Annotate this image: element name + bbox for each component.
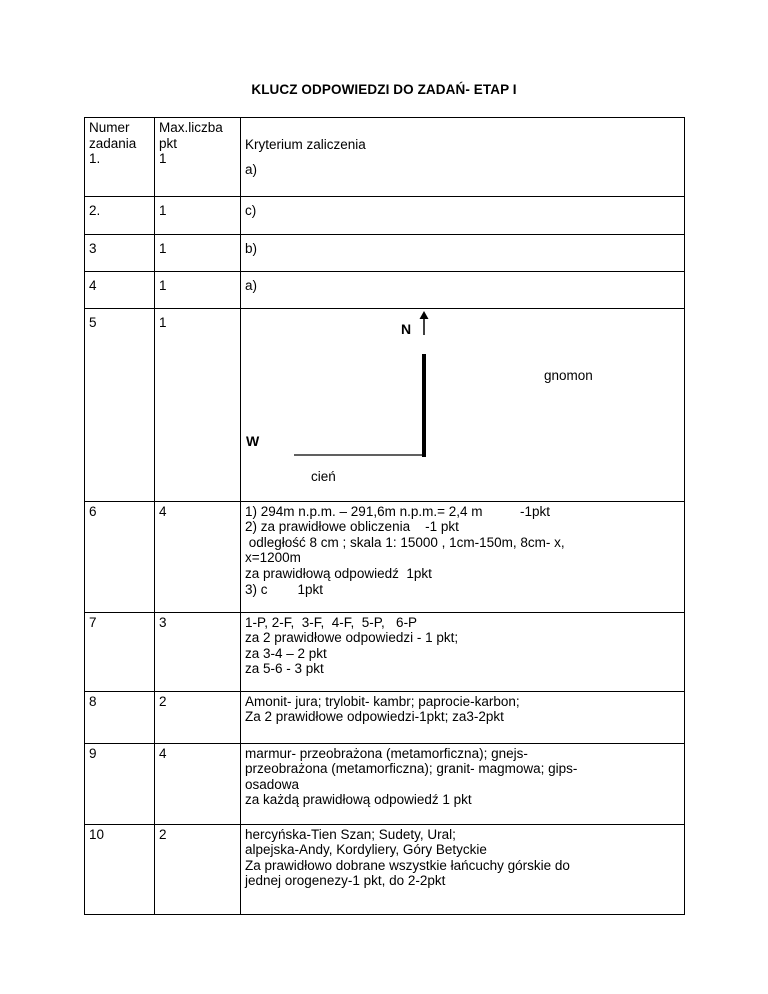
header-max-points-line: pkt [159, 135, 178, 151]
criterion-text [241, 612, 685, 691]
criterion-line: marmur- przeobrażona (metamorficzna); gnejs- [245, 745, 528, 761]
north-arrow-head [420, 311, 429, 319]
task-number: 1. [89, 151, 101, 167]
task-number: 8 [85, 691, 155, 743]
criterion-line: 1) 294m n.p.m. – 291,6m n.p.m.= 2,4 m -1pkt [245, 503, 551, 519]
max-points: 1 [155, 235, 241, 272]
criterion-line: przeobrażona (metamorficzna); granit- magmowa; gips- [245, 761, 578, 777]
task-number: 7 [85, 612, 155, 691]
criterion-title: Kryterium zaliczenia [245, 137, 366, 152]
task-number: 10 [85, 824, 155, 914]
header-max-points [155, 118, 241, 197]
table-row [85, 612, 685, 691]
gnomon-diagram-cell [241, 309, 685, 502]
criterion-line: 3) c 1pkt [245, 581, 324, 597]
table-row [85, 272, 685, 309]
max-points: 1 [155, 272, 241, 309]
task-number: 4 [85, 272, 155, 309]
criterion-text [241, 691, 685, 743]
criterion-line: za każdą prawidłową odpowiedź 1 pkt [245, 792, 472, 808]
gnomon-diagram [241, 309, 685, 497]
max-points: 1 [155, 197, 241, 235]
table-row [85, 197, 685, 235]
criterion-line: za 5-6 - 3 pkt [245, 661, 324, 677]
criterion-answer: a) [241, 272, 685, 309]
criterion-line: osadowa [245, 776, 300, 792]
max-points: 2 [155, 824, 241, 914]
task-number: 9 [85, 743, 155, 824]
task-number: 5 [85, 309, 155, 502]
answer-key-table [84, 117, 685, 915]
criterion-text [241, 501, 685, 612]
page-title: KLUCZ ODPOWIEDZI DO ZADAŃ- ETAP I [251, 82, 517, 97]
task-number: 2. [85, 197, 155, 235]
task-number: 3 [85, 235, 155, 272]
table-row [85, 501, 685, 612]
max-points: 3 [155, 612, 241, 691]
header-task-number-line: zadania [89, 135, 137, 151]
header-task-number [85, 118, 155, 197]
criterion-line: Za 2 prawidłowe odpowiedzi-1pkt; za3-2pkt [245, 709, 504, 725]
shadow-label: cień [311, 469, 336, 484]
criterion-line: za 2 prawidłowe odpowiedzi - 1 pkt; [245, 630, 459, 646]
criterion-line: alpejska-Andy, Kordyliery, Góry Betyckie [245, 842, 487, 858]
criterion-line: Amonit- jura; trylobit- kambr; paprocie-karbon; [245, 693, 520, 709]
max-points: 1 [159, 151, 167, 167]
criterion-line: x=1200m [245, 550, 301, 566]
gnomon-label: gnomon [544, 368, 593, 383]
table-row [85, 691, 685, 743]
criterion-answer: b) [241, 235, 685, 272]
max-points: 4 [155, 743, 241, 824]
table-row [85, 743, 685, 824]
max-points: 4 [155, 501, 241, 612]
task-number: 6 [85, 501, 155, 612]
west-label: W [246, 433, 260, 449]
criterion-text [241, 824, 685, 914]
criterion-answer: c) [241, 197, 685, 235]
criterion-line: Za prawidłowo dobrane wszystkie łańcuchy górskie do [245, 857, 570, 873]
criterion-line: za prawidłową odpowiedź 1pkt [245, 565, 432, 581]
criterion-text [241, 743, 685, 824]
header-max-points-line: Max.liczba [159, 120, 223, 135]
table-row [85, 235, 685, 272]
criterion-answer: a) [245, 161, 258, 177]
criterion-line: hercyńska-Tien Szan; Sudety, Ural; [245, 826, 456, 842]
max-points: 1 [155, 309, 241, 502]
header-criterion [241, 118, 685, 197]
max-points: 2 [155, 691, 241, 743]
criterion-line: jednej orogenezy-1 pkt, do 2-2pkt [245, 873, 446, 889]
criterion-line: za 3-4 – 2 pkt [245, 645, 327, 661]
criterion-line: odległość 8 cm ; skala 1: 15000 , 1cm-150m, 8cm- x, [245, 534, 565, 550]
header-task-number-line: Numer [89, 120, 130, 135]
north-label: N [401, 321, 412, 337]
table-row [85, 824, 685, 914]
table-row [85, 309, 685, 502]
criterion-line: 1-P, 2-F, 3-F, 4-F, 5-P, 6-P [245, 614, 418, 630]
criterion-line: 2) za prawidłowe obliczenia -1 pkt [245, 519, 459, 535]
table-header-row [85, 118, 685, 197]
